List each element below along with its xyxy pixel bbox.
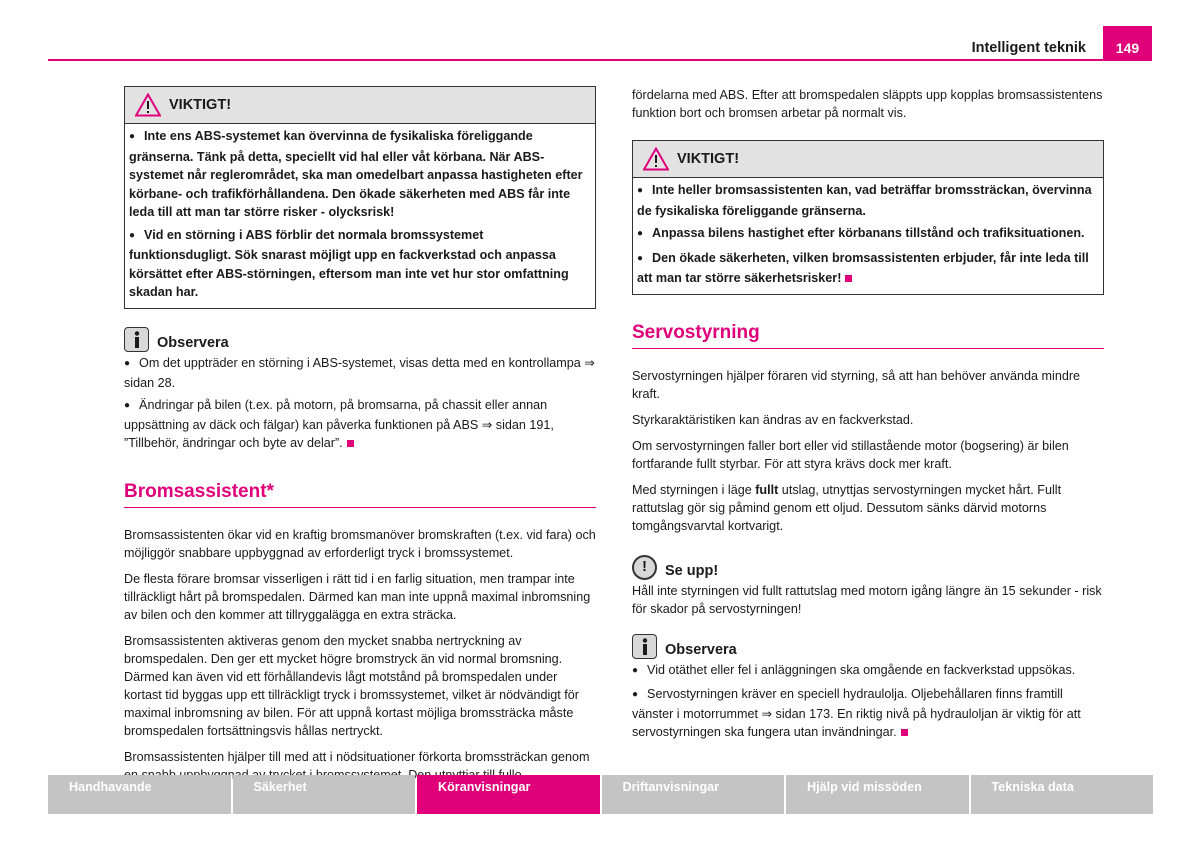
text-run-bold: fullt xyxy=(755,482,779,497)
paragraph: Bromsassistenten aktiveras genom den mycket snabba nertryckning av bromspedalen. Den ger ett mycket högre bromstryck än vid normal bromsning. Därmed kan även vid ett förhållandevis lågt motstånd på bromspedalen under kortast tid byggas upp ett tillräckligt tryck i bromssystemet, vilket är nödvändigt för maximal inbromsning av bilen. För att uppnå kortast möjliga bromssträcka måste bromspedalen fortsättningsvis hållas nertryckt. xyxy=(124,633,579,738)
caution-text: Håll inte styrningen vid fullt rattutslag med motorn igång längre än 15 sekunder - risk för skador på servostyrningen! xyxy=(632,583,1102,616)
warning-triangle-icon xyxy=(643,147,669,171)
note-item: ● Om det uppträder en störning i ABS-systemet, visas detta med en kontrollampa ⇒ sidan 28. xyxy=(124,354,596,392)
info-icon xyxy=(632,634,657,659)
left-column xyxy=(124,86,596,792)
tab-sakerhet[interactable]: Säkerhet xyxy=(233,775,416,814)
page-number: 149 xyxy=(1103,26,1152,61)
warning-item-last xyxy=(637,249,1097,288)
warning-title: VIKTIGT! xyxy=(677,151,740,167)
warning-body xyxy=(125,124,595,308)
end-square-icon xyxy=(901,729,908,736)
paragraph xyxy=(632,481,1104,535)
section-title-servostyrning: Servostyrning xyxy=(632,321,1104,349)
paragraph: Bromsassistenten ökar vid en kraftig bromsmanöver bromskraften (t.ex. vid fara) och möjliggör snabbare uppbyggnad av erforderligt tryck i bromssystemet. xyxy=(124,527,596,560)
text-run: Med styrningen i läge xyxy=(632,482,756,497)
paragraph: Bromsassistenten hjälper till med att i nödsituationer förkorta bromssträckan genom xyxy=(124,749,590,764)
warning-item-text: ● Den ökade säkerheten, vilken bromsassistenten erbjuder, får inte leda till att man tar större säkerhetsrisker! xyxy=(637,251,1089,286)
tab-hjalp-vid-missoden[interactable]: Hjälp vid missöden xyxy=(786,775,969,814)
tab-koranvisningar[interactable]: Köranvisningar xyxy=(417,775,600,814)
end-square-icon xyxy=(347,440,354,447)
note-header xyxy=(124,327,596,352)
tab-handhavande[interactable]: Handhavande xyxy=(48,775,231,814)
text-run: utslag, utnyttjas servostyrningen mycket hårt. Fullt rattutslag gör sig påmind genom ett oljud. Dessutom sänks därvid motorns tomgångsvarvtal kortvarigt. xyxy=(632,482,1062,533)
caution-header xyxy=(632,555,1104,580)
note-title: Observera xyxy=(665,641,737,658)
paragraph: Styrkaraktäristiken kan ändras av en fackverkstad. xyxy=(632,412,914,427)
note-header xyxy=(632,634,1104,659)
section-title-bromsassistent: Bromsassistent* xyxy=(124,480,596,508)
warning-title: VIKTIGT! xyxy=(169,97,232,113)
note-item: ● Vid otäthet eller fel i anläggningen ska omgående en fackverkstad uppsökas. xyxy=(632,661,1104,681)
warning-box xyxy=(632,140,1104,295)
end-square-icon xyxy=(845,275,852,282)
warning-header xyxy=(633,141,1103,178)
warning-box xyxy=(124,86,596,309)
info-icon xyxy=(124,327,149,352)
note-item-text: ● Ändringar på bilen (t.ex. på motorn, på bromsarna, på chassit eller annan uppsättning av däck och fälgar) kan påverka funktionen på ABS ⇒ sidan 191, ”Tillbehör, ändringar och byte av delar”. xyxy=(124,398,554,450)
warning-item: ● Anpassa bilens hastighet efter körbanans tillstånd och trafiksituationen. xyxy=(637,224,1097,245)
right-column xyxy=(632,86,1104,745)
paragraph: Om servostyrningen faller bort eller vid stillastående motor (bogsering) är bilen fortfarande fullt styrbar. För att styra krävs dock mer kraft. xyxy=(632,438,1069,471)
caution-title: Se upp! xyxy=(665,562,719,579)
paragraph: De flesta förare bromsar visserligen i rätt tid i en farlig situation, men trampar inte tillräckligt hårt på bromspedalen. Därmed kan man inte uppnå maximal inbromsning av bilen och den kommer att tillryggalägga en extra sträcka. xyxy=(124,571,591,622)
paragraph-continued: fördelarna med ABS. Efter att bromspedalen släppts upp kopplas bromsassistentens funktion bort och bromsen arbetar på normalt vis. xyxy=(632,88,1103,120)
caution-icon: ! xyxy=(632,555,657,580)
header-rule xyxy=(48,59,1152,61)
footer-nav xyxy=(48,775,1153,814)
note-item-text: ● Servostyrningen kräver en speciell hydraulolja. Oljebehållaren finns framtill vänster i motorrummet ⇒ sidan 173. En riktig nivå på hydrauloljan är viktig för att servostyrningen ska fungera utan invändningar. xyxy=(632,687,1081,739)
tab-tekniska-data[interactable]: Tekniska data xyxy=(971,775,1154,814)
warning-triangle-icon xyxy=(135,93,161,117)
note-item-last xyxy=(632,685,1104,741)
warning-item: ● Vid en störning i ABS förblir det normala bromssystemet funktionsdugligt. Sök snarast möjligt upp en fackverkstad och anpassa körsättet efter ABS-störningen, eftersom man inte vet hur stor omfattning skadan har. xyxy=(129,226,589,302)
tab-driftanvisningar[interactable]: Driftanvisningar xyxy=(602,775,785,814)
warning-item: ● Inte heller bromsassistenten kan, vad beträffar bromssträckan, övervinna de fysikaliska föreliggande gränserna. xyxy=(637,181,1097,220)
chapter-title: Intelligent teknik xyxy=(971,40,1086,56)
note-title: Observera xyxy=(157,334,229,351)
warning-item: ● Inte ens ABS-systemet kan övervinna de fysikaliska föreliggande gränserna. Tänk på detta, speciellt vid hal eller våt körbana. När ABS-systemet når reglerområdet, ska man omedelbart anpassa hastigheten efter körbane- och trafikförhållandena. Den ökade säkerheten med ABS får inte leda till att man tar större risker - olycksrisk! xyxy=(129,127,589,222)
warning-header xyxy=(125,87,595,124)
warning-body xyxy=(633,178,1103,294)
note-item-last xyxy=(124,396,596,452)
paragraph: Servostyrningen hjälper föraren vid styrning, så att han behöver använda mindre kraft. xyxy=(632,368,1081,401)
